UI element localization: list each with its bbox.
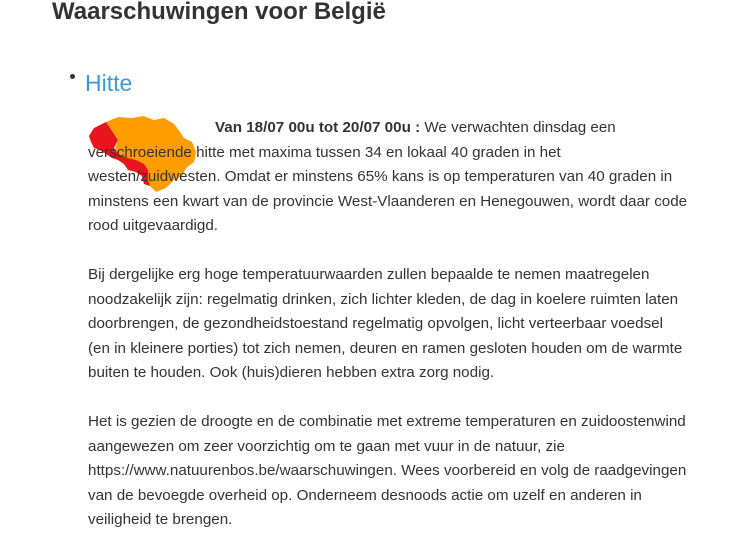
warning-paragraph-1 (88, 116, 688, 239)
page-title: Waarschuwingen voor België (52, 0, 386, 25)
warning-title[interactable]: Hitte (85, 70, 133, 96)
warning-paragraph-2: Bij dergelijke erg hoge temperatuurwaarden zullen bepaalde te nemen maatregelen noodzakelijk zijn: regelmatig drinken, zich lichter kleden, de dag in koelere ruimten laten doorbrengen, de gezondheidstoestand regelmatig opvolgen, licht verteerbaar voedsel (en in kleinere porties) tot zich nemen, deuren en ramen gesloten houden om de warmte buiten te houden. Ook (huis)dieren hebben extra zorg nodig. (88, 266, 683, 381)
warning-body (88, 116, 688, 557)
warning-period: Van 18/07 00u tot 20/07 00u : (215, 119, 421, 136)
warning-paragraph-3: Het is gezien de droogte en de combinatie met extreme temperaturen en zuidoostenwind aangewezen om zeer voorzichtig om te gaan met vuur in de natuur, zie https://www.natuurenbos.be/waarschuwingen. Wees voorbereid en volg de raadgevingen van de bevoegde overheid op. Onderneem desnoods actie om uzelf en anderen in veiligheid te brengen. (88, 413, 687, 528)
list-bullet (70, 74, 75, 79)
warning-text-1: We verwachten dinsdag een verschroeiende hitte met maxima tussen 34 en lokaal 40 graden in het westen/zuidwesten. Omdat er minstens 65% kans is op temperaturen van 40 graden in minstens een kwart van de provincie West-Vlaanderen en Henegouwen, wordt daar code rood uitgevaardigd. (88, 119, 688, 234)
